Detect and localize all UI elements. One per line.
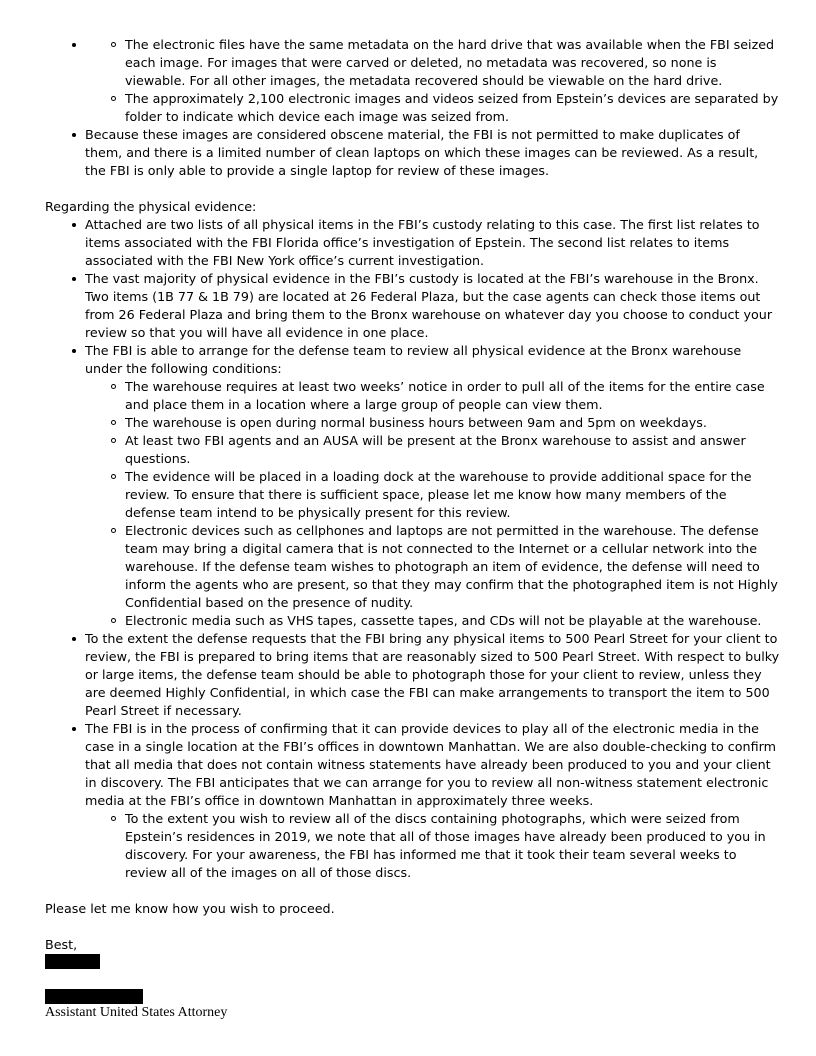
salutation: Best,: [45, 937, 78, 952]
review-conditions-text: The FBI is able to arrange for the defense team to review all physical evidence at the Bronx warehouse under the following conditions:: [85, 343, 742, 376]
discs-sub-list: [45, 810, 780, 882]
condition-notice: The warehouse requires at least two weeks’ notice in order to pull all of the items for the entire case and place them in a location where a large group of people can view them.: [45, 378, 780, 414]
bullet-attached-lists: Attached are two lists of all physical items in the FBI’s custody relating to this case. The first list relates to items associated with the FBI Florida office’s investigation of Epstein. The second list relates to items associated with the FBI New York office’s current investigation.: [45, 216, 780, 270]
sub-bullet-discs: To the extent you wish to review all of the discs containing photographs, which were seized from Epstein’s residences in 2019, we note that all of those images have already been produced to you in discovery. For your awareness, the FBI has informed me that it took their team several weeks to review all of the images on all of those discs.: [45, 810, 780, 882]
condition-agents: At least two FBI agents and an AUSA will be present at the Bronx warehouse to assist and answer questions.: [45, 432, 780, 468]
bullet-electronic-media: [45, 720, 780, 882]
signature-title: Assistant United States Attorney: [45, 1005, 228, 1020]
continuation-block: [45, 36, 780, 126]
condition-electronic-devices: Electronic devices such as cellphones and laptops are not permitted in the warehouse. The defense team may bring a digital camera that is not connected to the Internet or a cellular network into the warehouse. If the defense team wishes to photograph an item of evidence, the defense will need to inform the agents who are present, so that they may confirm that the photographed item is not Highly Confidential based on the presence of nudity.: [45, 522, 780, 612]
bullet-warehouse-location: The vast majority of physical evidence in the FBI’s custody is located at the FBI’s warehouse in the Bronx. Two items (1B 77 & 1B 79) are located at 26 Federal Plaza, but the case agents can check those items out from 26 Federal Plaza and bring them to the Bronx warehouse on whatever day you choose to conduct your review so that you will have all evidence in one place.: [45, 270, 780, 342]
condition-electronic-media: Electronic media such as VHS tapes, cassette tapes, and CDs will not be playable at the warehouse.: [45, 612, 780, 630]
closing-line: Please let me know how you wish to proceed.: [45, 901, 335, 916]
top-bullet-list: [45, 36, 780, 180]
redacted-signature-name: [45, 989, 143, 1004]
redacted-name: [45, 954, 100, 969]
physical-bullet-list: [45, 216, 780, 882]
physical-evidence-heading: Regarding the physical evidence:: [45, 199, 257, 214]
metadata-sub-list: [45, 36, 780, 126]
sub-bullet-metadata: The electronic files have the same metadata on the hard drive that was available when the FBI seized each image. For images that were carved or deleted, no metadata was recovered, so none is viewable. For all other images, the metadata recovered should be viewable on the hard drive.: [45, 36, 780, 90]
condition-hours: The warehouse is open during normal business hours between 9am and 5pm on weekdays.: [45, 414, 780, 432]
condition-loading-dock: The evidence will be placed in a loading dock at the warehouse to provide additional space for the review. To ensure that there is sufficient space, please let me know how many members of the defense team intend to be physically present for this review.: [45, 468, 780, 522]
bullet-pearl-street: To the extent the defense requests that the FBI bring any physical items to 500 Pearl Street for your client to review, the FBI is prepared to bring items that are reasonably sized to 500 Pearl Street. With respect to bulky or large items, the defense team should be able to photograph those for your client to review, unless they are deemed Highly Confidential, in which case the FBI can make arrangements to transport the item to 500 Pearl Street if necessary.: [45, 630, 780, 720]
conditions-sub-list: [45, 378, 780, 630]
letter-body: [45, 36, 780, 1022]
bullet-obscene-material: Because these images are considered obscene material, the FBI is not permitted to make duplicates of them, and there is a limited number of clean laptops on which these images can be reviewed. As a result, the FBI is only able to provide a single laptop for review of these images.: [45, 126, 780, 180]
sub-bullet-folders: The approximately 2,100 electronic images and videos seized from Epstein’s devices are separated by folder to indicate which device each image was seized from.: [45, 90, 780, 126]
electronic-media-text: The FBI is in the process of confirming that it can provide devices to play all of the electronic media in the case in a single location at the FBI’s offices in downtown Manhattan. We are also double-checking to confirm that all media that does not contain witness statements have already been produced to you and your client in discovery. The FBI anticipates that we can arrange for you to review all non-witness statement electronic media at the FBI’s office in downtown Manhattan in approximately three weeks.: [85, 721, 776, 808]
bullet-review-conditions: [45, 342, 780, 630]
